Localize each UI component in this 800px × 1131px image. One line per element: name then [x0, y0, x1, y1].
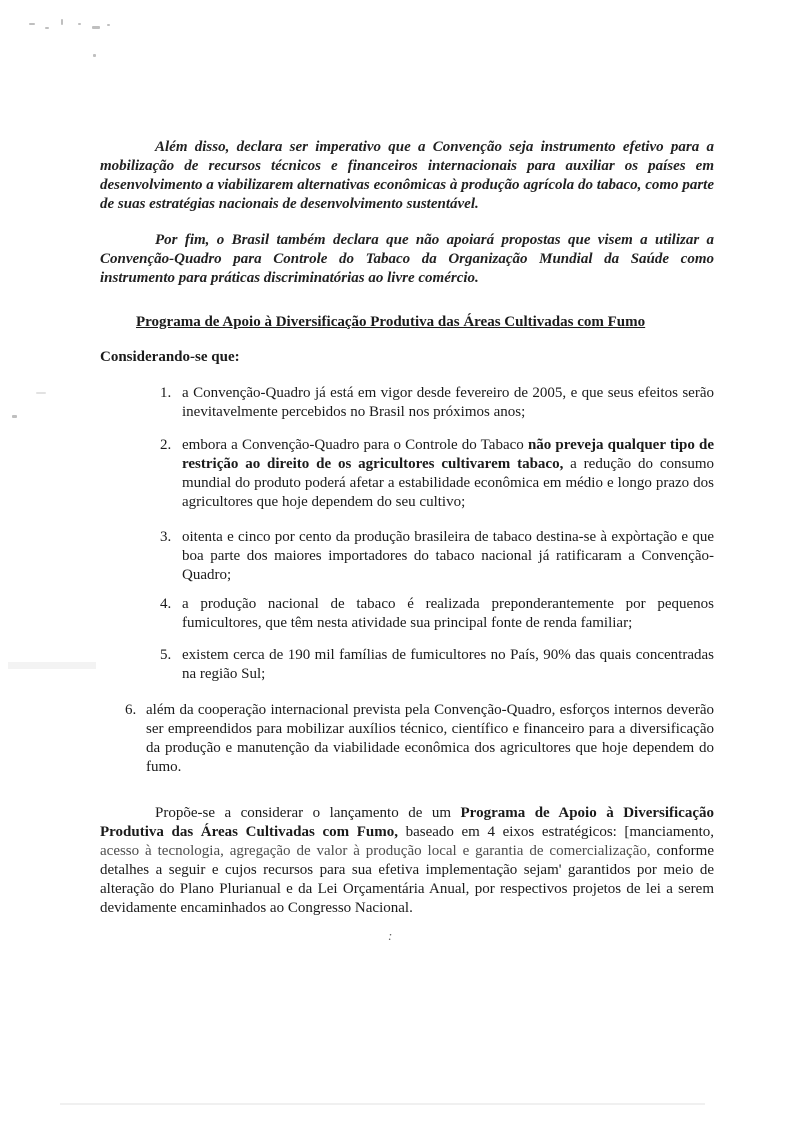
list-item-5: [100, 646, 714, 684]
list-item-text: [182, 384, 714, 422]
scan-speck: [45, 27, 49, 29]
text-run: existem cerca de 190 mil famílias de fumicultores no País, 90% das quais concentradas na região Sul;: [182, 647, 714, 682]
list-item-number: 4.: [160, 596, 172, 612]
text-run: a produção nacional de tabaco é realizada preponderantemente por pequenos fumicultores, que têm nesta atividade sua principal fonte de renda familiar;: [182, 596, 714, 631]
declaration-paragraph-1: Além disso, declara ser imperativo que a Convenção seja instrumento efetivo para a mobilização de recursos técnicos e financeiros internacionais para auxiliar os países em desenvolvimento a viabilizarem alternativas econômicas à produção agrícola do tabaco, como parte de suas estratégias nacionais de desenvolvimento sustentável.: [100, 139, 714, 212]
scan-faint-line: [60, 1103, 705, 1105]
text-run: baseado em 4 eixos estratégicos: [manciamento,: [397, 824, 714, 840]
list-item-text: [182, 528, 714, 585]
text-run: a Convenção-Quadro já está em vigor desde fevereiro de 2005, e que seus efeitos serão inevitavelmente percebidos no Brasil nos próximos anos;: [182, 385, 714, 420]
considerations-intro: Considerando-se que:: [100, 349, 240, 365]
text-run: embora a Convenção-Quadro para o Controle do Tabaco: [182, 437, 528, 453]
list-item-3: [100, 528, 714, 585]
text-run: não preveja qualquer tipo de restrição ao direito de os agricultores cultivarem tabaco,: [182, 437, 715, 472]
list-item-number: 2.: [160, 437, 172, 453]
text-run: Programa de Apoio à Diversificação Produtiva das Áreas Cultivadas com Fumo,: [100, 805, 714, 840]
section-heading: Programa de Apoio à Diversificação Produtiva das Áreas Cultivadas com Fumo: [136, 314, 646, 330]
declaration-paragraph-2: Por fim, o Brasil também declara que não apoiará propostas que visem a utilizar a Convenção-Quadro para Controle do Tabaco da Organização Mundial da Saúde como instrumento para práticas discriminatórias ao livre comércio.: [100, 232, 714, 286]
text-run: oitenta e cinco por cento da produção brasileira de tabaco destina-se à expòrtação e que boa parte dos maiores importadores do tabaco nacional já ratificaram a Convenção-Quadro;: [182, 529, 714, 583]
list-item-number: 1.: [160, 385, 172, 401]
document-page: [100, 138, 714, 918]
list-item-text: [182, 646, 714, 684]
scan-speck: [107, 24, 110, 26]
list-item-text: [146, 701, 714, 777]
list-item-2: [100, 436, 714, 512]
scan-speck: [61, 19, 63, 25]
stray-ink-mark: :: [388, 928, 393, 943]
scan-speck: [93, 54, 96, 57]
scan-speck: [12, 415, 17, 418]
list-item-1: [100, 384, 714, 422]
list-item-text: [182, 595, 714, 633]
text-run: acesso à tecnologia, agregação de valor à produção local e garantia de comercialização,: [100, 843, 651, 859]
scan-speck: [29, 23, 35, 25]
scan-speck: [36, 392, 46, 394]
list-item-6: [100, 701, 714, 777]
list-item-text: [182, 436, 714, 512]
scan-smudge: [8, 662, 96, 669]
text-run: Propõe-se a considerar o lançamento de um: [155, 805, 461, 821]
closing-paragraph: [100, 804, 714, 918]
list-item-4: [100, 595, 714, 633]
scan-speck: [78, 23, 81, 25]
scan-speck: [92, 26, 100, 29]
text-run: além da cooperação internacional prevista pela Convenção-Quadro, esforços internos deverão ser empreendidos para mobilizar auxílios técnico, científico e financeiro para a diversificação da produção e manutenção da viabilidade econômica dos agricultores que hoje dependem do fumo.: [146, 702, 714, 775]
text-run: a redução do consumo mundial do produto poderá afetar a estabilidade econômica em médio e longo prazo dos agricultores que hoje dependem do seu cultivo;: [182, 456, 714, 510]
list-item-number: 5.: [160, 647, 172, 663]
text-run: conforme detalhes a seguir e cujos recursos para sua efetiva implementação sejam' garantidos por meio de alteração do Plano Plurianual e da Lei Orçamentária Anual, por respectivos projetos de lei a serem devidamente encaminhados ao Congresso Nacional.: [100, 843, 714, 916]
list-item-number: 6.: [125, 702, 137, 718]
list-item-number: 3.: [160, 529, 172, 545]
